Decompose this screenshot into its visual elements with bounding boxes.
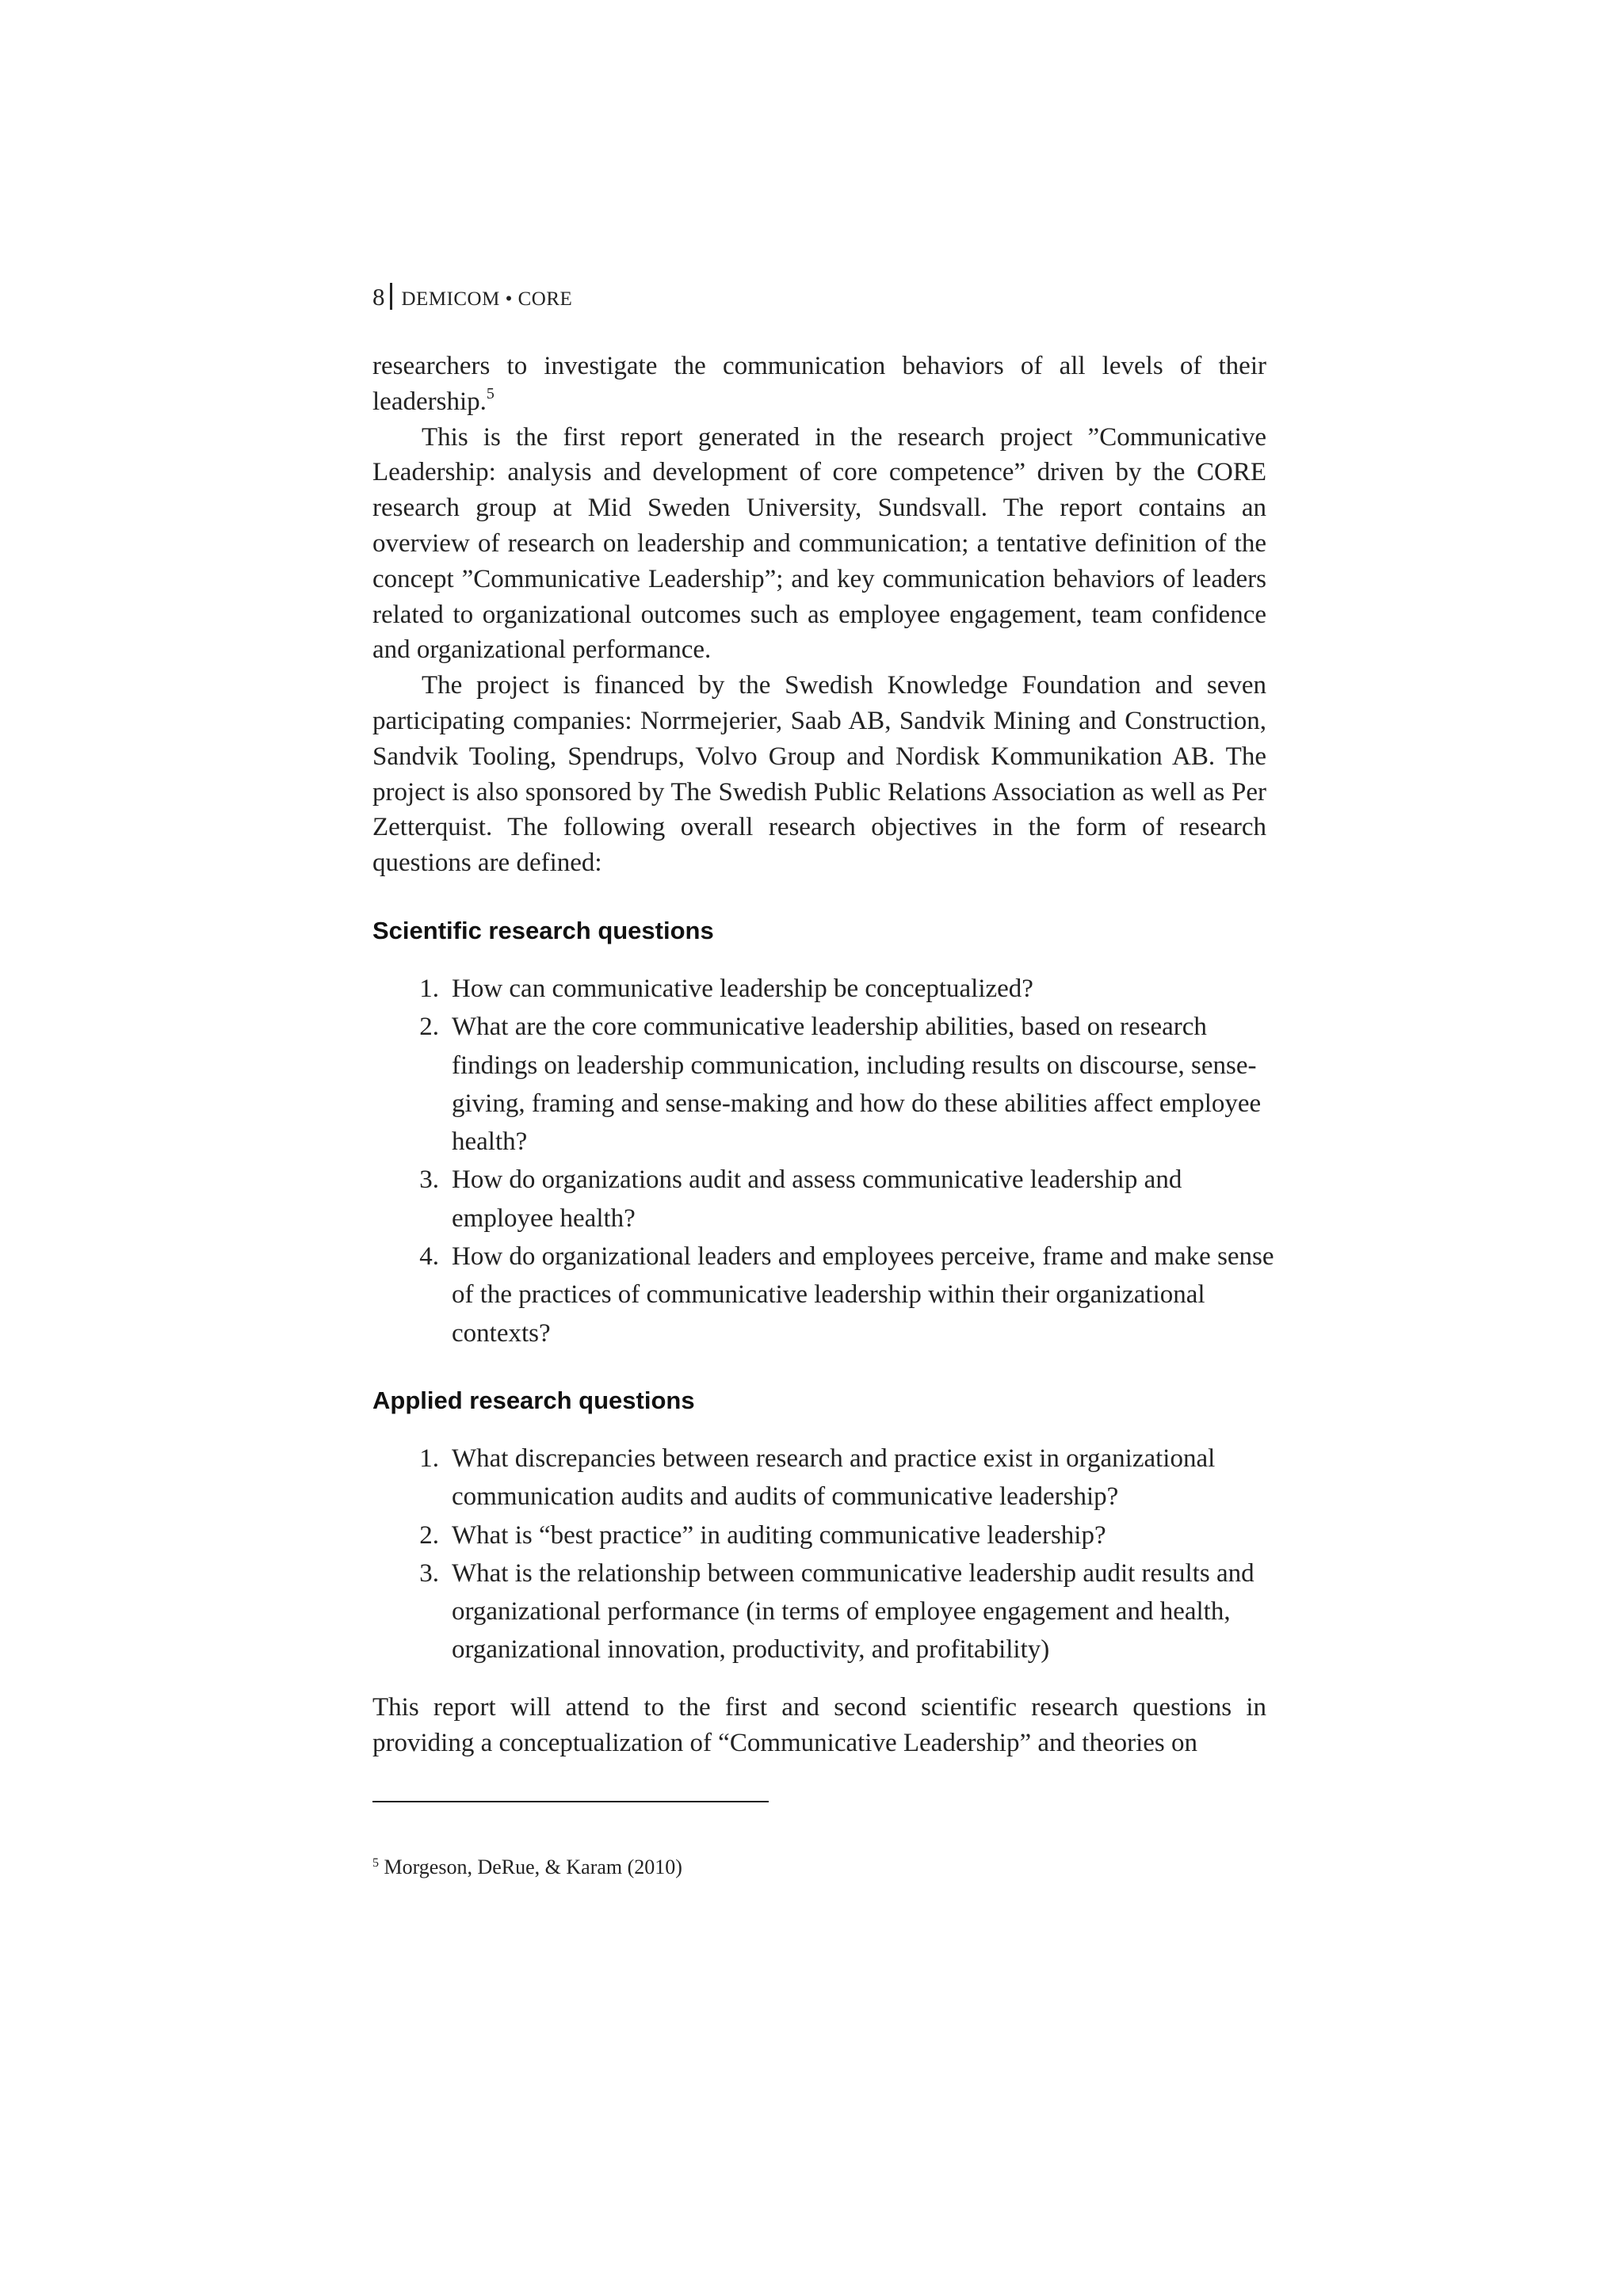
- scientific-questions-heading: Scientific research questions: [372, 917, 714, 944]
- header-divider: [390, 283, 392, 310]
- footnote-text: Morgeson, DeRue, & Karam (2010): [384, 1855, 682, 1878]
- running-header: [372, 281, 572, 315]
- list-item: 1. How can communicative leadership be conceptualized?: [419, 974, 1033, 1003]
- paragraph-4: This report will attend to the first and second scientific research questions in providing a conceptualization of “Communicative Leadership” and theories on: [372, 1693, 1266, 1757]
- list-item: 2. What is “best practice” in auditing communicative leadership?: [419, 1520, 1106, 1550]
- footnote-mark: 5: [372, 1856, 379, 1870]
- paragraph-1: [372, 349, 1266, 420]
- footnote-ref: 5: [486, 384, 495, 402]
- scientific-questions-list: [372, 970, 1276, 1352]
- body-text-bottom: [372, 1690, 1266, 1761]
- list-item: 2. What are the core communicative leadership abilities, based on research findings on leadership communication, including results on discourse, sense-giving, framing and sense-making and how do these abilities affect employee health?: [419, 1013, 1262, 1157]
- list-item: 3. How do organizations audit and assess communicative leadership and employee health?: [419, 1165, 1182, 1233]
- running-title: DEMICOM • CORE: [401, 288, 573, 310]
- paragraph-2: This is the first report generated in the research project ”Communicative Leadership: analysis and development of core competence” driven by the CORE research group at Mid Sweden University, Sundsvall. The report contains an overview of research on leadership and communication; a tentative definition of the concept ”Communicative Leadership”; and key communication behaviors of leaders related to organizational outcomes such as employee engagement, team confidence and organizational performance.: [372, 422, 1266, 665]
- list-item: 4. How do organizational leaders and employees perceive, frame and make sense of the practices of communicative leadership within their organizational contexts?: [419, 1242, 1274, 1348]
- paragraph-1-text: researchers to investigate the communication behaviors of all levels of their leadership.: [372, 352, 1266, 416]
- list-item: 3. What is the relationship between communicative leadership audit results and organizational performance (in terms of employee engagement and health, organizational innovation, productivity, and profitability): [419, 1558, 1254, 1665]
- footnote-divider: [372, 1801, 769, 1802]
- applied-questions-heading: Applied research questions: [372, 1386, 695, 1414]
- body-text-top: [372, 349, 1266, 881]
- applied-questions-list: [372, 1440, 1276, 1669]
- page-number: 8: [372, 283, 385, 311]
- list-item: 1. What discrepancies between research and practice exist in organizational communication audits and audits of communicative leadership?: [419, 1444, 1216, 1512]
- paragraph-3: The project is financed by the Swedish Knowledge Foundation and seven participating companies: Norrmejerier, Saab AB, Sandvik Mining and Construction, Sandvik Tooling, Spendrups, Volvo Group and Nordisk Kommunikation AB. The project is also sponsored by The Swedish Public Relations Association as well as Per Zetterquist. The following overall research objectives in the form of research questions are defined:: [372, 671, 1266, 878]
- footnote: [372, 1854, 682, 1881]
